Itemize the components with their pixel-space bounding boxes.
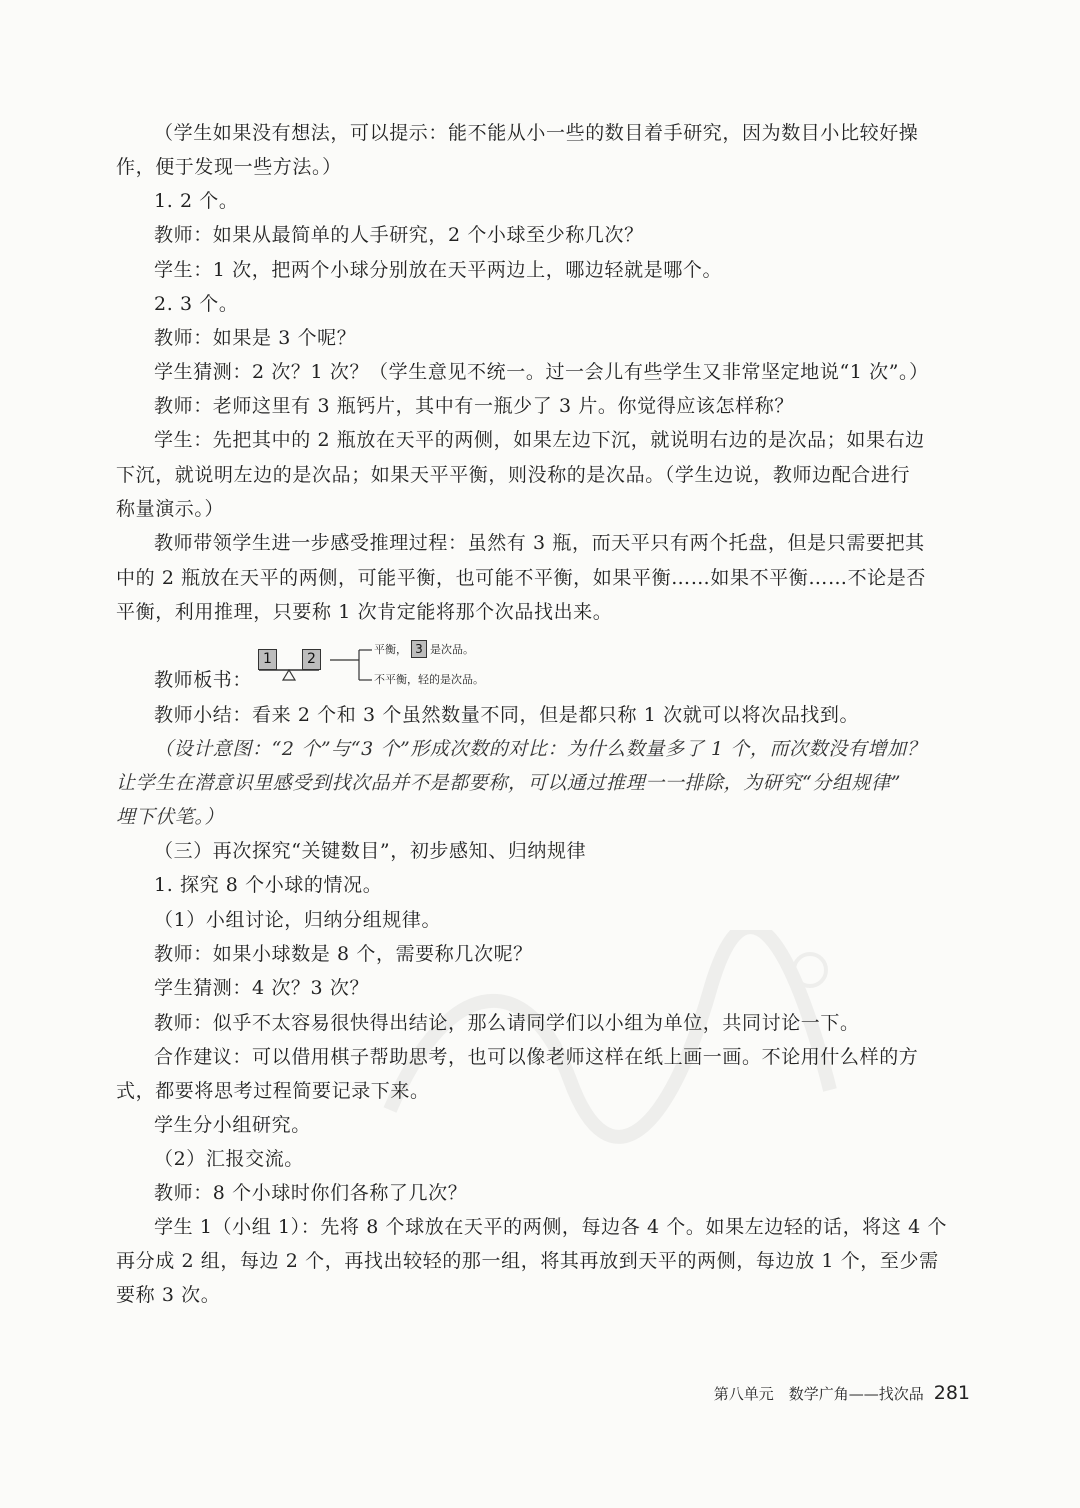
section-heading: （三）再次探究“关键数目”，初步感知、归纳规律 — [154, 840, 587, 862]
text-line: （学生如果没有想法，可以提示：能不能从小一些的数目着手研究，因为数目小比较好操 — [154, 122, 919, 144]
text-line: 学生猜测：2 次？1 次？（学生意见不统一。过一会儿有些学生又非常坚定地说“1 次”。） — [154, 361, 929, 383]
ball-box-1: 1 — [258, 649, 277, 670]
text-line: 1. 2 个。 — [154, 190, 239, 212]
text-line: 学生分小组研究。 — [154, 1114, 311, 1136]
text-line: 下沉，就说明左边的是次品；如果天平平衡，则没称的是次品。（学生边说，教师边配合进行 — [116, 464, 911, 486]
text-line: 教师带领学生进一步感受推理过程：虽然有 3 瓶，而天平只有两个托盘，但是只需要把其 — [154, 532, 925, 554]
text-line: 式，都要将思考过程简要记录下来。 — [116, 1080, 430, 1102]
ball-box-2: 2 — [302, 649, 321, 670]
text-line: （1）小组讨论，归纳分组规律。 — [154, 909, 442, 931]
page-number: 281 — [933, 1382, 970, 1404]
balanced-suffix: 是次品。 — [430, 643, 474, 656]
page-footer — [640, 1378, 970, 1410]
text-line: 教师：如果从最简单的人手研究，2 个小球至少称几次？ — [154, 224, 644, 246]
text-line: 教师：似乎不太容易很快得出结论，那么请同学们以小组为单位，共同讨论一下。 — [154, 1012, 860, 1034]
design-intent-line: 让学生在潜意识里感受到找次品并不是都要称，可以通过推理一一排除，为研究“分组规律” — [116, 772, 902, 794]
text-line: 中的 2 瓶放在天平的两侧，可能平衡，也可能不平衡，如果平衡……如果不平衡……不论是否 — [116, 567, 926, 589]
ball-box-3: 3 — [411, 640, 427, 658]
board-label: 教师板书： — [154, 669, 253, 691]
text-line: 平衡，利用推理，只要称 1 次肯定能将那个次品找出来。 — [116, 601, 613, 623]
text-line: 学生：先把其中的 2 瓶放在天平的两侧，如果左边下沉，就说明右边的是次品；如果右边 — [154, 429, 925, 451]
unbalanced-text: 不平衡，轻的是次品。 — [374, 673, 484, 686]
text-line: 学生 1（小组 1）：先将 8 个球放在天平的两侧，每边各 4 个。如果左边轻的话，将这 4 个 — [154, 1216, 948, 1238]
text-line: 教师：老师这里有 3 瓶钙片，其中有一瓶少了 3 片。你觉得应该怎样称？ — [154, 395, 794, 417]
text-line: 教师：如果小球数是 8 个，需要称几次呢？ — [154, 943, 533, 965]
text-line: 作，便于发现一些方法。） — [116, 156, 342, 178]
text-line: 学生：1 次，把两个小球分别放在天平两边上，哪边轻就是哪个。 — [154, 259, 723, 281]
text-line: 1. 探究 8 个小球的情况。 — [154, 874, 383, 896]
text-line: （2）汇报交流。 — [154, 1148, 304, 1170]
text-line: 学生猜测：4 次？3 次？ — [154, 977, 370, 999]
design-intent-line: 埋下伏笔。） — [116, 806, 225, 828]
text-line: 合作建议：可以借用棋子帮助思考，也可以像老师这样在纸上画一画。不论用什么样的方 — [154, 1046, 919, 1068]
text-line: 教师小结：看来 2 个和 3 个虽然数量不同，但是都只称 1 次就可以将次品找到。 — [154, 704, 860, 726]
balanced-prefix: 平衡， — [374, 643, 407, 656]
balance-scale-icon — [154, 640, 554, 690]
text-line: 要称 3 次。 — [116, 1284, 221, 1306]
text-line: 再分成 2 组，每边 2 个，再找出较轻的那一组，将其再放到天平的两侧，每边放 1 个，至少需 — [116, 1250, 939, 1272]
text-line: 教师：8 个小球时你们各称了几次？ — [154, 1182, 468, 1204]
text-line: 教师：如果是 3 个呢？ — [154, 327, 357, 349]
board-writing-diagram — [154, 640, 554, 690]
text-line: 称量演示。） — [116, 498, 225, 520]
chapter-title: 第八单元 数学广角——找次品 — [713, 1385, 924, 1403]
design-intent-line: （设计意图：“2 个”与“3 个”形成次数的对比：为什么数量多了 1 个，而次数没有增加？ — [154, 738, 927, 760]
text-line: 2. 3 个。 — [154, 293, 239, 315]
